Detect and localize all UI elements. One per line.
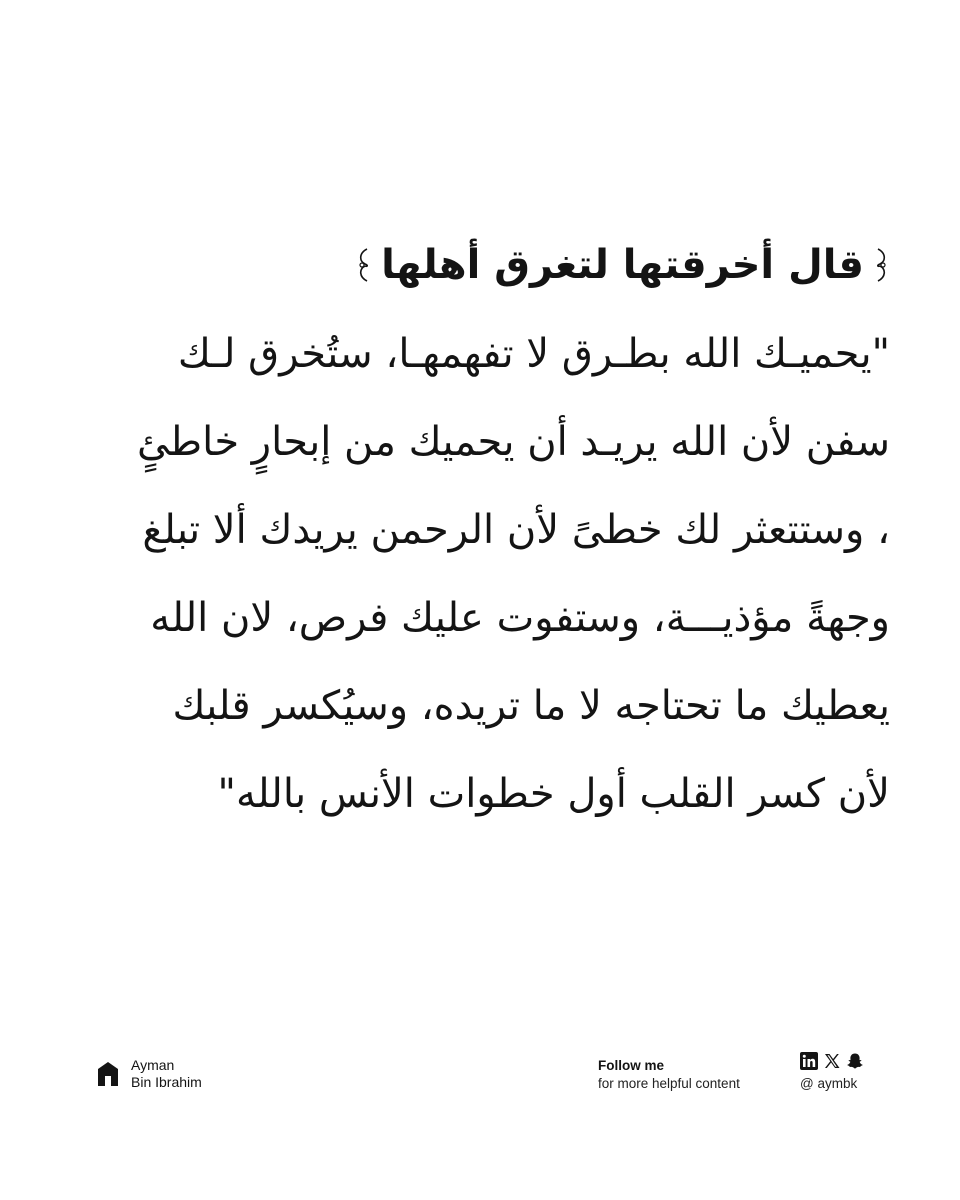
quote-line: ، وستتعثر لك خطىً لأن الرحمن يريدك ألا تبلغ xyxy=(142,507,890,553)
follow-title: Follow me xyxy=(598,1058,665,1073)
social-icons xyxy=(800,1051,864,1071)
quote-line: وجهةً مؤذيـــة، وستفوت عليك فرص، لان الله xyxy=(150,595,890,641)
quote-line: لأن كسر القلب أول خطوات الأنس بالله" xyxy=(217,771,890,817)
quote-line: "يحميـك الله بطـرق لا تفهمهـا، ستُخرق لـك xyxy=(177,331,890,377)
quote-title: قال أخرقتها لتغرق أهلها xyxy=(381,242,864,288)
quote-content xyxy=(70,230,890,838)
snapchat-icon[interactable] xyxy=(846,1052,864,1070)
follow-subtitle: for more helpful content xyxy=(598,1076,740,1091)
author-first-name: Ayman xyxy=(131,1057,175,1073)
ornament-left-icon xyxy=(355,245,371,285)
footer xyxy=(0,1045,960,1115)
brand-name xyxy=(131,1057,202,1091)
x-icon[interactable] xyxy=(823,1052,841,1070)
social-block xyxy=(800,1051,864,1094)
quote-line: سفن لأن الله يريـد أن يحميك من إبحارٍ خاطئٍ xyxy=(136,419,890,465)
follow-block xyxy=(598,1057,740,1093)
quote-heading xyxy=(70,230,890,300)
quote-line: يعطيك ما تحتاجه لا ما تريده، وسيُكسر قلبك xyxy=(172,683,890,729)
author-last-name: Bin Ibrahim xyxy=(131,1074,202,1090)
brand xyxy=(95,1057,202,1091)
brand-logo-icon xyxy=(95,1059,121,1089)
linkedin-icon[interactable] xyxy=(800,1052,818,1070)
ornament-right-icon xyxy=(874,245,890,285)
social-handle: @ aymbk xyxy=(800,1076,858,1091)
